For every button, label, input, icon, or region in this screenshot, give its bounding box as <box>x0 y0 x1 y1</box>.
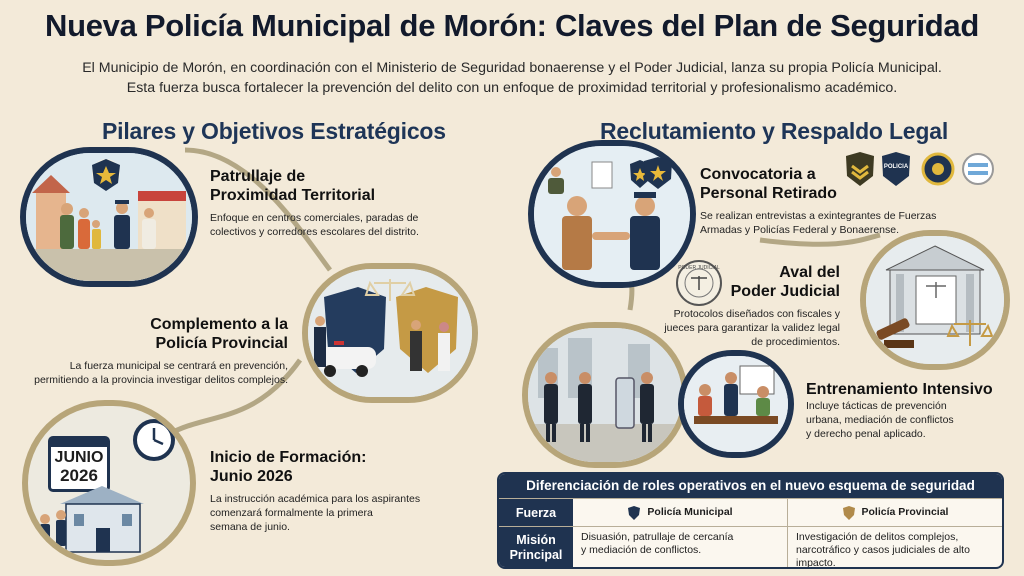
pillar-1-text-line-1: Enfoque en centros comerciales, paradas de <box>210 212 419 224</box>
table-title: Diferenciación de roles operativos en el nuevo esquema de seguridad <box>499 474 1002 498</box>
recruit-3-text-line-3: y derecho penal aplicado. <box>806 428 926 440</box>
municipal-shield-icon <box>627 505 641 521</box>
municipal-mission-line-2: y mediación de conflictos. <box>581 544 702 556</box>
recruit-2-title-line-2: Poder Judicial <box>730 283 840 300</box>
recruitment-item-3 <box>806 380 1006 441</box>
intro-line-2: Esta fuerza busca fortalecer la prevención del delito con un enfoque de proximidad territorial y profesionalismo académico. <box>126 80 898 96</box>
recruit-1-title-line-1: Convocatoria a <box>700 166 816 183</box>
provincial-header: Policía Provincial <box>861 506 949 518</box>
municipal-mission-cell <box>573 527 788 569</box>
shields-illustration <box>302 263 478 403</box>
provincial-mission-cell <box>788 527 1002 569</box>
recruit-3-title: Entrenamiento Intensivo <box>806 381 993 398</box>
pillar-item-3 <box>210 448 440 534</box>
training-start-illustration <box>22 400 196 566</box>
row-label-mission-line-1: Misión <box>516 533 556 547</box>
pillar-3-text-line-1: La instrucción académica para los aspirantes <box>210 493 421 505</box>
pillar-2-title-line-2: Policía Provincial <box>155 335 288 352</box>
table-row-force <box>499 498 1002 526</box>
clock-icon <box>132 418 176 462</box>
municipal-header-cell <box>573 499 788 526</box>
calendar-month: JUNIO <box>54 449 104 466</box>
recruit-2-text-line-2: jueces para garantizar la validez legal <box>664 322 840 334</box>
right-section-title: Reclutamiento y Respaldo Legal <box>600 118 949 144</box>
pillar-1-title-line-2: Proximidad Territorial <box>210 187 376 204</box>
pillar-3-title-line-2: Junio 2026 <box>210 468 293 485</box>
badge-icon <box>640 155 688 195</box>
intro-line-1: El Municipio de Morón, en coordinación con el Ministerio de Seguridad bonaerense y el Poder Judicial, lanza su propia Policía Municipal. <box>82 60 942 76</box>
recruit-3-text-line-2: urbana, mediación de conflictos <box>806 414 954 426</box>
calendar-year: 2026 <box>60 466 98 485</box>
community-illustration <box>20 147 198 287</box>
row-label-mission-line-2: Principal <box>509 548 563 562</box>
recruit-2-text-line-3: de procedimientos. <box>751 336 840 348</box>
pillar-item-2 <box>20 315 288 387</box>
recruit-1-text-line-1: Se realizan entrevistas a exintegrantes de Fuerzas <box>700 210 937 222</box>
recruit-1-text-line-2: Armadas y Policías Federal y Bonaerense. <box>700 224 900 236</box>
recruit-2-title-line-1: Aval del <box>779 264 840 281</box>
pillar-1-title-line-1: Patrullaje de <box>210 168 306 185</box>
table-row-mission <box>499 526 1002 569</box>
row-label-force: Fuerza <box>499 499 573 526</box>
municipal-header: Policía Municipal <box>647 506 733 518</box>
left-section-title: Pilares y Objetivos Estratégicos <box>102 118 446 144</box>
page-title: Nueva Policía Municipal de Morón: Claves del Plan de Seguridad <box>44 8 979 43</box>
provincial-mission-line-1: Investigación de delitos complejos, <box>796 531 959 543</box>
academy-building-icon <box>28 476 190 560</box>
courthouse-illustration <box>860 230 1010 370</box>
provincial-mission-line-2: narcotráfico y casos judiciales de alto impacto. <box>796 544 970 569</box>
institutional-badges <box>842 152 1002 190</box>
pillar-2-title-line-1: Complemento a la <box>150 316 288 333</box>
recruit-3-text-line-1: Incluye tácticas de prevención <box>806 400 947 412</box>
roles-comparison-table <box>497 472 1004 569</box>
pillar-3-text-line-2: comenzará formalmente la primera <box>210 507 373 519</box>
seal-text: PODER JUDICIAL <box>678 265 720 271</box>
pillar-item-1 <box>210 167 450 239</box>
provincial-shield-icon <box>842 505 856 521</box>
row-label-mission <box>499 527 573 569</box>
pillar-1-text-line-2: colectivos y corredores escolares del distrito. <box>210 226 419 238</box>
classroom-illustration <box>678 350 794 458</box>
pillar-2-text-line-1: La fuerza municipal se centrará en prevención, <box>69 360 288 372</box>
recruit-1-title-line-2: Personal Retirado <box>700 185 837 202</box>
pillar-3-title-line-1: Inicio de Formación: <box>210 449 367 466</box>
municipal-mission-line-1: Disuasión, patrullaje de cercanía <box>581 531 734 543</box>
recruit-2-text-line-1: Protocolos diseñados con fiscales y <box>673 308 840 320</box>
provincial-header-cell <box>788 499 1002 526</box>
pillar-2-text-line-2: permitiendo a la provincia investigar delitos complejos. <box>34 374 288 386</box>
badge-police-text: POLICIA <box>883 164 909 170</box>
pillar-3-text-line-3: semana de junio. <box>210 521 290 533</box>
tactical-training-illustration <box>522 322 688 468</box>
